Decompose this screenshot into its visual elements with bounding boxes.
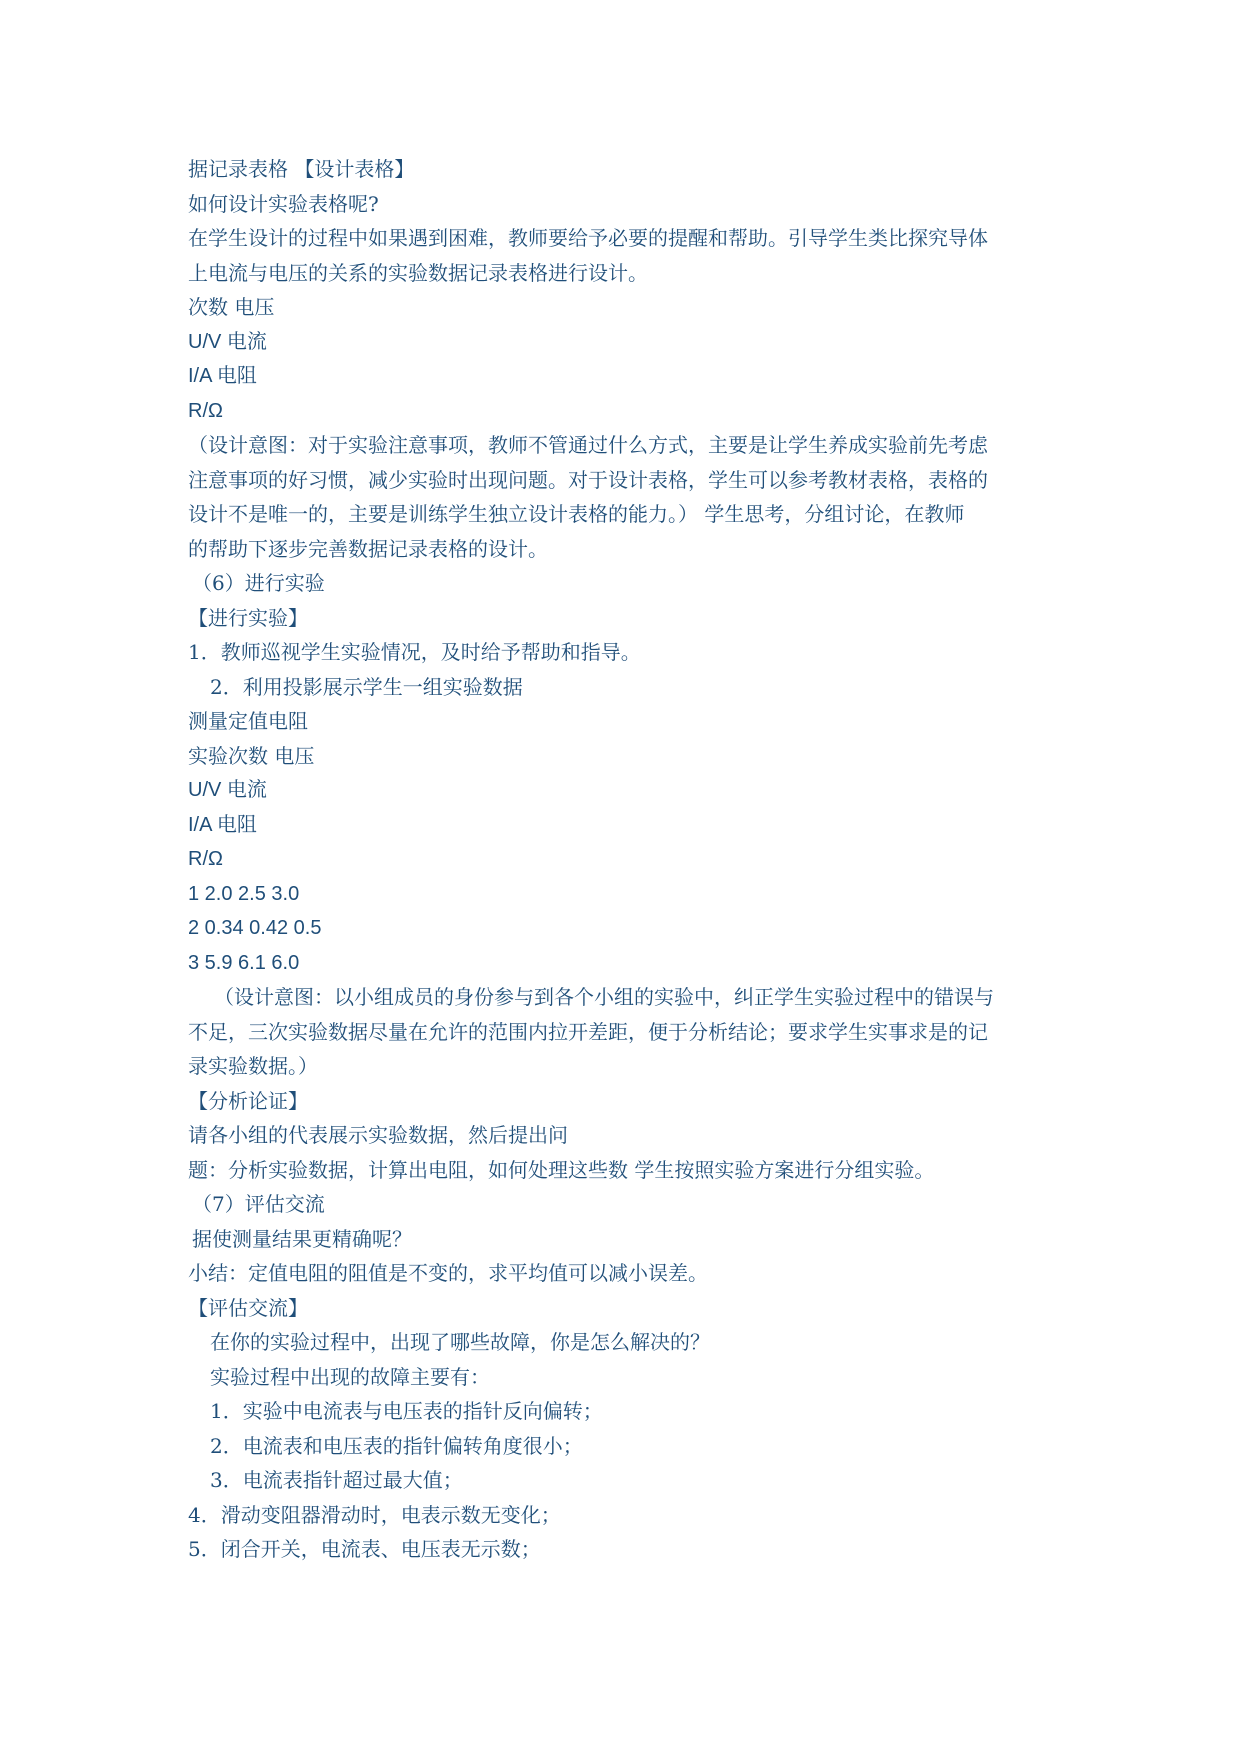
- text-line: 测量定值电阻: [188, 709, 308, 733]
- data-row: 3 5.9 6.1 6.0: [188, 951, 300, 974]
- text-line: （设计意图：以小组成员的身份参与到各个小组的实验中，纠正学生实验过程中的错误与: [214, 985, 994, 1009]
- text-line: 如何设计实验表格呢?: [188, 191, 379, 216]
- text-line: 在学生设计的过程中如果遇到困难，教师要给予必要的提醒和帮助。引导学生类比探究导体: [188, 226, 988, 250]
- text-line: I/A 电阻: [188, 813, 257, 836]
- text-line: U/V 电流: [188, 779, 267, 801]
- text-line: 设计不是唯一的，主要是训练学生独立设计表格的能力。） 学生思考，分组讨论，在教师: [188, 502, 965, 526]
- text-line: 不足，三次实验数据尽量在允许的范围内拉开差距，便于分析结论；要求学生实事求是的记: [188, 1019, 988, 1044]
- section-heading: （6）进行实验: [192, 571, 325, 595]
- text-line: 实验次数 电压: [188, 743, 315, 768]
- text-line: 据使测量结果更精确呢？: [192, 1226, 412, 1251]
- text-line: 次数 电压: [188, 295, 275, 319]
- list-item: 2．利用投影展示学生一组实验数据: [210, 674, 523, 699]
- list-item: 3．电流表指针超过最大值；: [210, 1468, 463, 1492]
- text-line: 注意事项的好习惯，减少实验时出现问题。对于设计表格，学生可以参考教材表格，表格的: [188, 467, 988, 492]
- document-body: [188, 152, 1068, 1567]
- list-item: 4．滑动变阻器滑动时，电表示数无变化；: [188, 1502, 561, 1527]
- text-line: R/Ω: [188, 399, 223, 422]
- section-heading: （7）评估交流: [192, 1192, 325, 1216]
- data-row: 1 2.0 2.5 3.0: [188, 882, 300, 905]
- section-heading: 【分析论证】: [188, 1088, 308, 1113]
- list-item: 1．实验中电流表与电压表的指针反向偏转；: [210, 1399, 603, 1423]
- text-line: （设计意图：对于实验注意事项，教师不管通过什么方式，主要是让学生养成实验前先考虑: [188, 433, 988, 457]
- section-heading: 【进行实验】: [188, 605, 308, 630]
- text-line: 录实验数据。）: [188, 1054, 318, 1078]
- text-line: 据记录表格 【设计表格】: [188, 157, 415, 181]
- section-heading: 【评估交流】: [188, 1295, 308, 1320]
- text-line: 实验过程中出现的故障主要有：: [210, 1364, 490, 1389]
- list-item: 1．教师巡视学生实验情况，及时给予帮助和指导。: [188, 640, 641, 664]
- text-line: 在你的实验过程中，出现了哪些故障，你是怎么解决的？: [210, 1330, 710, 1354]
- data-row: 2 0.34 0.42 0.5: [188, 917, 322, 939]
- text-line: 题：分析实验数据，计算出电阻，如何处理这些数 学生按照实验方案进行分组实验。: [188, 1157, 935, 1182]
- text-line: 请各小组的代表展示实验数据，然后提出问: [188, 1123, 568, 1147]
- text-line: R/Ω: [188, 848, 223, 870]
- text-line: 上电流与电压的关系的实验数据记录表格进行设计。: [188, 260, 648, 285]
- text-line: 的帮助下逐步完善数据记录表格的设计。: [188, 536, 548, 561]
- text-line: U/V 电流: [188, 330, 267, 353]
- text-line: I/A 电阻: [188, 365, 257, 387]
- list-item: 2．电流表和电压表的指针偏转角度很小；: [210, 1433, 583, 1458]
- list-item: 5．闭合开关，电流表、电压表无示数；: [188, 1537, 541, 1561]
- text-line: 小结：定值电阻的阻值是不变的，求平均值可以减小误差。: [188, 1261, 708, 1285]
